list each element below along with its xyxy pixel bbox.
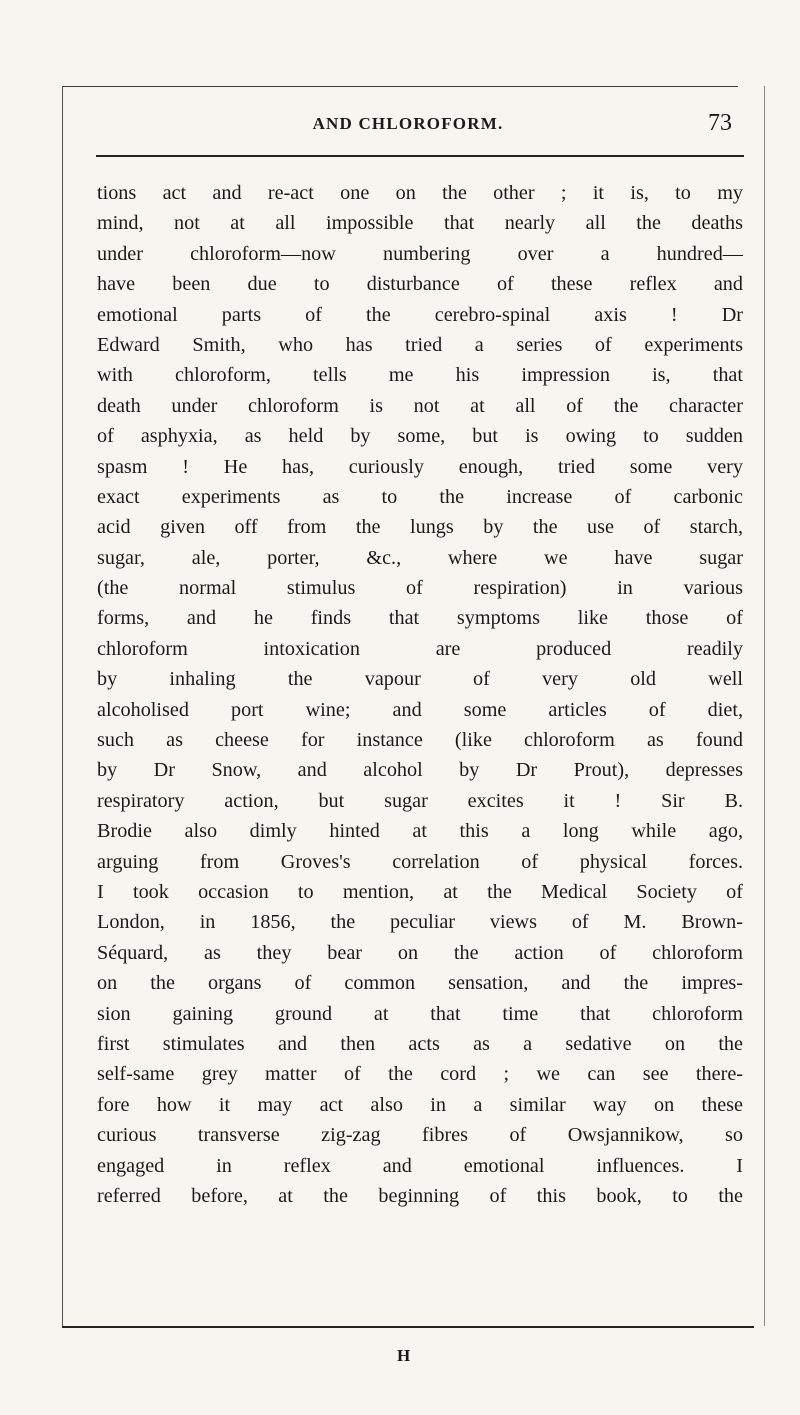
page-edge-bottom (62, 1326, 754, 1328)
text-line: first stimulates and then acts as a sedative on the (97, 1032, 743, 1055)
text-line: curious transverse zig-zag fibres of Owsjannikow, so (97, 1124, 743, 1147)
page-edge-top (62, 86, 738, 87)
text-line: have been due to disturbance of these reflex and (97, 273, 743, 296)
text-line: by inhaling the vapour of very old well (97, 668, 743, 691)
text-line: by Dr Snow, and alcohol by Dr Prout), depresses (97, 759, 743, 782)
text-line: on the organs of common sensation, and the impres- (97, 972, 743, 995)
page-number: 73 (708, 110, 732, 136)
text-line: of asphyxia, as held by some, but is owing to sudden (97, 425, 743, 448)
running-title: AND CHLOROFORM. (312, 114, 504, 133)
header-rule (96, 155, 744, 157)
text-line: tions act and re-act one on the other ; it is, to my (97, 182, 743, 204)
text-line: fore how it may act also in a similar way on these (97, 1093, 743, 1116)
text-line: emotional parts of the cerebro-spinal axis ! Dr (97, 303, 743, 326)
text-line: death under chloroform is not at all of the character (97, 394, 743, 417)
text-line: Edward Smith, who has tried a series of experiments (97, 333, 743, 356)
text-line: acid given off from the lungs by the use of starch, (97, 516, 743, 539)
text-line: forms, and he finds that symptoms like those of (97, 607, 743, 630)
text-line: respiratory action, but sugar excites it ! Sir B. (97, 789, 743, 812)
text-line: exact experiments as to the increase of carbonic (97, 485, 743, 508)
text-line: arguing from Groves's correlation of physical forces. (97, 850, 743, 873)
text-line: (the normal stimulus of respiration) in various (97, 577, 743, 600)
page-edge-right (764, 86, 765, 1326)
text-line: self-same grey matter of the cord ; we can see there- (97, 1063, 743, 1086)
text-line: I took occasion to mention, at the Medical Society of (97, 880, 743, 903)
text-line: referred before, at the beginning of this book, to the (97, 1184, 743, 1207)
body-text (97, 178, 743, 1211)
text-line: Brodie also dimly hinted at this a long while ago, (97, 820, 743, 843)
signature-mark: H (397, 1346, 411, 1365)
text-line: chloroform intoxication are produced readily (97, 637, 743, 660)
page-edge-left (62, 86, 63, 1326)
text-line: with chloroform, tells me his impression is, that (97, 364, 743, 387)
text-line: mind, not at all impossible that nearly all the deaths (97, 212, 743, 235)
text-line: sion gaining ground at that time that chloroform (97, 1002, 743, 1025)
text-line: sugar, ale, porter, &c., where we have sugar (97, 546, 743, 569)
text-line: such as cheese for instance (like chloroform as found (97, 729, 743, 752)
text-line: under chloroform—now numbering over a hundred— (97, 242, 743, 265)
running-header (72, 110, 744, 140)
text-line: engaged in reflex and emotional influences. I (97, 1154, 743, 1177)
text-line: spasm ! He has, curiously enough, tried some very (97, 455, 743, 478)
text-line: London, in 1856, the peculiar views of M. Brown- (97, 911, 743, 934)
text-line: alcoholised port wine; and some articles of diet, (97, 698, 743, 721)
text-line: Séquard, as they bear on the action of chloroform (97, 941, 743, 964)
